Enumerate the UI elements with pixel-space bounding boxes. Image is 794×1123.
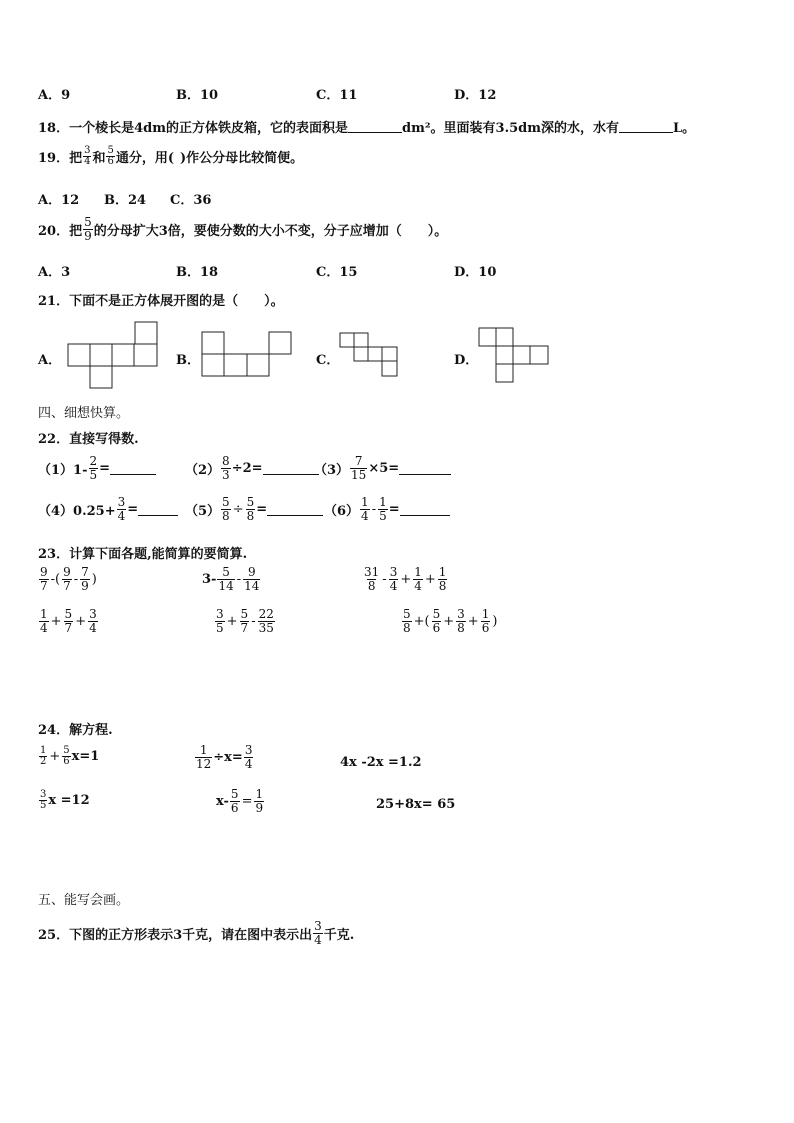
fraction: 22 35: [258, 607, 274, 635]
fraction: 7 9: [81, 565, 89, 593]
q24-equation-4: 3 5 x =12: [40, 789, 90, 811]
fraction: $\frac{1}{8}$: [438, 565, 447, 593]
section-4-heading: 四、细想快算。: [38, 406, 130, 421]
q22-answer-6[interactable]: [400, 503, 450, 516]
fraction: $\frac{3}{4}$: [244, 743, 253, 771]
q18-blank-1[interactable]: [348, 120, 402, 133]
q23-expression-5: 3 5 + $\frac{5}{7}$ - 22 35: [216, 607, 274, 635]
q22-item-4: （4）0.25+ $\frac{3}{4}$ =: [38, 496, 178, 523]
fraction: 9 7: [63, 565, 71, 593]
q23-expression-4: 1 4 + $\frac{5}{7}$ + $\frac{3}{4}$: [40, 607, 97, 635]
q24-equation-1: 1 2 + $\frac{5}{6}$ x=1: [40, 745, 100, 767]
fraction: 3 4: [314, 919, 322, 947]
fraction: 9 14: [244, 565, 260, 593]
cube-net-b: [202, 332, 294, 378]
q20-option-b: B．18: [176, 265, 219, 280]
q22-item-6: （6） 1 4 - $\frac{1}{5}$ =: [324, 496, 450, 523]
q19-prefix: 19．把: [38, 151, 83, 166]
q19-mid: 通分，用(: [115, 151, 175, 166]
q24-equation-5: x- $\frac{5}{6}$ = $\frac{1}{9}$: [216, 787, 264, 815]
q19-option-c: C．36: [170, 193, 212, 208]
q23-expression-2: 3- 5 14 - 9 14: [202, 565, 260, 593]
q17-option-d: D．12: [454, 88, 497, 103]
fraction: $\frac{7}{15}$: [351, 454, 367, 482]
q22-answer-4[interactable]: [138, 503, 178, 516]
q21-label-c: C．: [316, 353, 340, 368]
q20-suffix: 的分母扩大3倍，要使分数的大小不变，分子应增加（ ）。: [93, 224, 448, 239]
q20-option-a: A．3: [38, 265, 71, 280]
fraction: 1 4: [361, 495, 369, 523]
fraction: $\frac{3}{8}$: [457, 607, 465, 635]
q20-question: [38, 216, 447, 243]
fraction: $\frac{5}{8}$: [246, 495, 255, 523]
q22-answer-1[interactable]: [110, 462, 156, 475]
q18-text-3: L。: [673, 121, 696, 136]
q19-option-b: B．24: [104, 193, 147, 208]
q22-title: 22．直接写得数.: [38, 432, 139, 447]
q23-expression-3: 31 8 - 3 4 + $\frac{1}{4}$ + $\frac{1}{8}$: [364, 565, 447, 593]
fraction: 3 4: [389, 565, 398, 593]
q19-fraction-1: 3 4: [84, 145, 91, 167]
q18-text-2: dm²。里面装有3.5dm深的水，水有: [401, 121, 619, 136]
cube-net-d: [479, 328, 551, 384]
fraction: 5 14: [218, 565, 234, 593]
q19-suffix: )作公分母比较简便。: [180, 151, 304, 166]
q22-answer-3[interactable]: [399, 462, 451, 475]
q22-answer-5[interactable]: [267, 503, 323, 516]
fraction: $\frac{2}{5}$: [89, 454, 98, 482]
fraction: $\frac{5}{7}$: [240, 607, 249, 635]
q21-question: 21．下面不是正方体展开图的是（ ）。: [38, 294, 284, 309]
q20-option-d: D．10: [454, 265, 497, 280]
q25-question: 25．下图的正方形表示3千克，请在图中表示出 3 4 千克.: [38, 919, 355, 947]
fraction: 3 5: [216, 607, 224, 635]
fraction: $\frac{5}{6}$: [63, 745, 70, 767]
q23-title: 23．计算下面各题,能简算的要简算.: [38, 547, 248, 562]
q21-label-d: D．: [454, 353, 479, 368]
section-5-heading: 五、能写会画。: [38, 893, 130, 908]
q24-title: 24．解方程.: [38, 723, 113, 738]
q18-question: [38, 117, 695, 136]
q22-answer-2[interactable]: [263, 462, 319, 475]
fraction: 1 2: [40, 745, 47, 767]
q19-option-a: A．12: [38, 193, 80, 208]
q17-option-b: B．10: [176, 88, 219, 103]
q18-blank-2[interactable]: [619, 120, 673, 133]
q22-item-2: （2） $\frac{8}{3}$ ÷2=: [185, 455, 319, 482]
fraction: 9 7: [40, 565, 48, 593]
fraction: 31 8: [364, 565, 380, 593]
q22-item-3: （3） $\frac{7}{15}$ ×5=: [314, 455, 451, 482]
q24-equation-2: $\frac{1}{12}$ ÷x= $\frac{3}{4}$: [196, 743, 253, 771]
fraction: $\frac{8}{3}$: [222, 454, 230, 482]
fraction: $\frac{3}{4}$: [89, 607, 97, 635]
fraction: 5 6: [432, 607, 441, 635]
fraction: 3 5: [40, 789, 47, 811]
q22-item-1: （1）1- $\frac{2}{5}$ =: [38, 455, 156, 482]
q23-expression-6: 5 8 +( 5 6 + $\frac{3}{8}$ + $\frac{1}{6}$ ): [403, 607, 498, 635]
q20-fraction: 5 9: [84, 215, 92, 243]
q21-label-b: B．: [176, 353, 200, 368]
q17-option-c: C．11: [316, 88, 358, 103]
fraction: $\frac{5}{7}$: [64, 607, 73, 635]
q22-item-5: （5） $\frac{5}{8}$ ÷ $\frac{5}{8}$ =: [185, 496, 323, 523]
q21-label-a: A．: [38, 353, 62, 368]
fraction: $\frac{1}{4}$: [414, 565, 422, 593]
fraction: $\frac{1}{12}$: [196, 743, 212, 771]
q19-and: 和: [92, 151, 106, 166]
cube-net-a: [68, 322, 158, 390]
fraction: 1 4: [40, 607, 48, 635]
fraction: $\frac{1}{6}$: [481, 607, 490, 635]
fraction: 5 8: [403, 607, 411, 635]
fraction: $\frac{5}{6}$: [230, 787, 239, 815]
fraction: $\frac{1}{5}$: [379, 495, 387, 523]
fraction: $\frac{5}{8}$: [222, 495, 230, 523]
q17-option-a: A．9: [38, 88, 71, 103]
q20-option-c: C．15: [316, 265, 358, 280]
fraction: $\frac{3}{4}$: [117, 495, 126, 523]
cube-net-c: [340, 333, 402, 379]
q24-equation-6: 25+8x= 65: [376, 797, 456, 812]
fraction: $\frac{1}{9}$: [255, 787, 264, 815]
q24-equation-3: 4x -2x =1.2: [340, 755, 422, 770]
q18-text-1: 18．一个棱长是4dm的正方体铁皮箱，它的表面积是: [38, 121, 348, 136]
q19-question: [38, 146, 303, 167]
q20-prefix: 20．把: [38, 224, 83, 239]
q23-expression-1: 9 7 -( 9 7 - 7 9 ): [40, 565, 97, 593]
q19-fraction-2: 5 6: [107, 145, 114, 167]
